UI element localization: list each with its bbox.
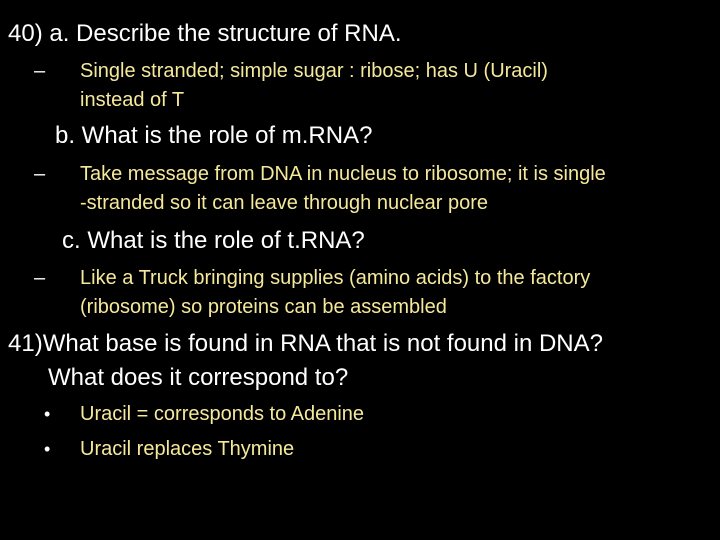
answer-40c-line1: Like a Truck bringing supplies (amino acids) to the factory [80,267,591,289]
question-41-line2: What does it correspond to? [48,364,349,391]
dash-marker: – [34,267,46,289]
answer-41-item2: Uracil replaces Thymine [80,438,295,460]
answer-41-item1: Uracil = corresponds to Adenine [80,403,365,425]
answer-40b-line1: Take message from DNA in nucleus to ribosome; it is single [80,163,606,185]
answer-40a-line1: Single stranded; simple sugar : ribose; has U (Uracil) [80,60,548,82]
answer-40c-line2: (ribosome) so proteins can be assembled [80,296,447,318]
dash-marker: – [34,60,46,82]
question-41-line1: 41)What base is found in RNA that is not found in DNA? [8,330,603,357]
question-40b: b. What is the role of m.RNA? [55,122,373,149]
answer-40a-line2: instead of T [80,89,185,111]
question-40c: c. What is the role of t.RNA? [62,227,365,254]
answer-40b-line2: -stranded so it can leave through nuclear pore [80,192,489,214]
bullet-icon: • [44,439,51,459]
bullet-icon: • [44,404,51,424]
question-40a: 40) a. Describe the structure of RNA. [8,20,402,47]
dash-marker: – [34,163,46,185]
